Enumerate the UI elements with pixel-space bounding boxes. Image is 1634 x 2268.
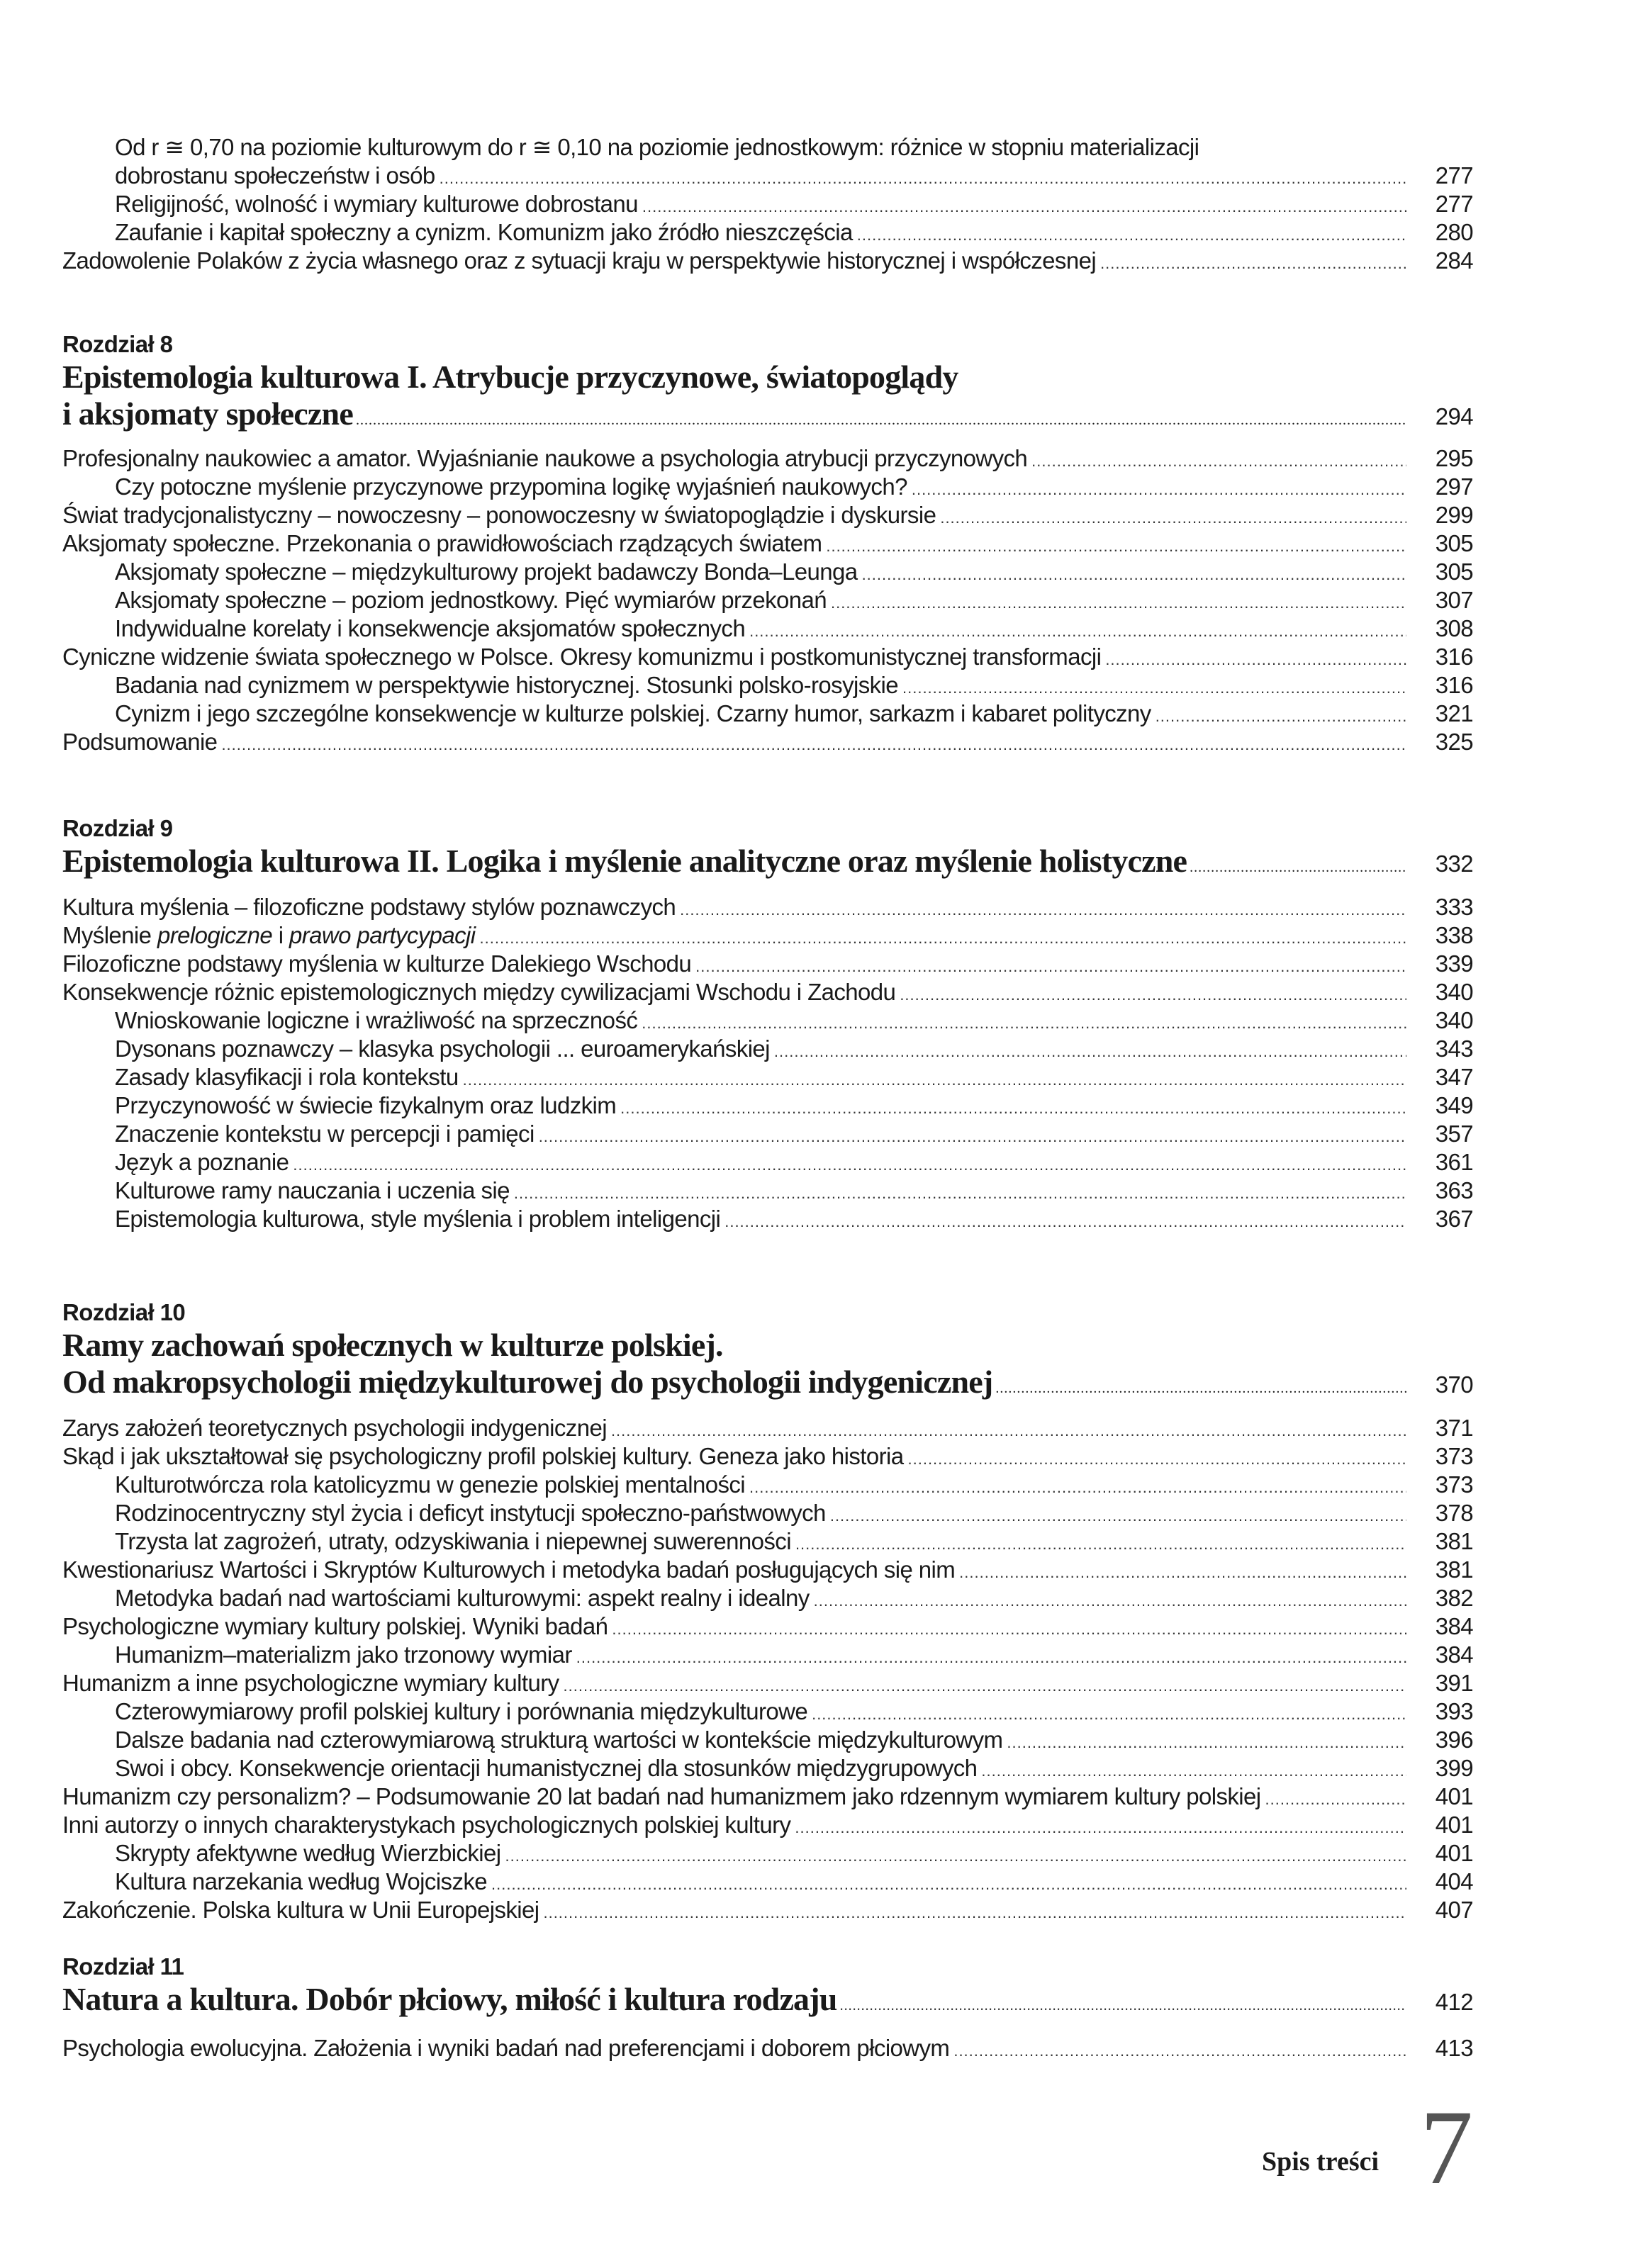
toc-entry-text: Od r ≅ 0,70 na poziomie kulturowym do r ≅ 0,10 na poziomie jednostkowym: różnice w stopniu materializacji [115,134,1199,160]
toc-entry [62,1177,1473,1205]
page-footer [1262,2089,1474,2206]
dot-leader [912,476,1406,504]
dot-leader [505,1842,1406,1870]
running-footer-label: Spis treści [1262,2147,1380,2177]
dot-leader [862,561,1406,589]
dot-leader [749,617,1406,646]
toc-entry-page: 401 [1435,1812,1473,1838]
toc-entry-text: Cynizm i jego szczególne konsekwencje w kulturze polskiej. Czarny humor, sarkazm i kabaret polityczny [115,700,1151,726]
toc-entry-text: Rodzinocentryczny styl życia i deficyt instytucji społeczno-państwowych [115,1500,826,1526]
toc-entry-page: 384 [1435,1641,1473,1668]
toc-entry-text: Kulturotwórcza rola katolicyzmu w genezie polskiej mentalności [115,1471,746,1498]
toc-entry [62,1896,1473,1924]
chapter-page: 332 [1435,850,1473,877]
toc-entry-page: 373 [1435,1471,1473,1498]
dot-leader [830,1502,1406,1530]
chapter-title: Epistemologia kulturowa I. Atrybucje przyczynowe, światopoglądy [62,359,958,395]
toc-entry [62,1499,1473,1527]
toc-continuation [62,133,1473,275]
dot-leader [356,402,1406,439]
dot-leader [221,731,1406,759]
dot-leader [902,674,1406,702]
dot-leader [953,2037,1406,2065]
toc-entry [62,1205,1473,1233]
dot-leader [612,1615,1406,1644]
toc-entry [62,1612,1473,1641]
dot-leader [900,981,1406,1009]
toc-entry [62,671,1473,700]
toc-entry [62,978,1473,1006]
dot-leader [620,1094,1406,1123]
dot-leader [995,1370,1406,1407]
page-number: 7 [1420,2089,1474,2206]
dot-leader [959,1559,1406,1587]
toc-entry [62,558,1473,586]
dot-leader [812,1700,1406,1729]
toc-entry-text: dobrostanu społeczeństw i osób [115,162,435,189]
dot-leader [840,1987,1406,2024]
toc-entry-page: 299 [1435,502,1473,528]
toc-entry-page: 280 [1435,219,1473,245]
chapter-11 [62,1953,1473,2062]
toc-entry-text: Cyniczne widzenie świata społecznego w Polsce. Okresy komunizmu i postkomunistycznej transformacji [62,644,1102,670]
chapter-title: Od makropsychologii międzykulturowej do psychologii indygenicznej [62,1364,993,1400]
toc-entry-text: Zakończenie. Polska kultura w Unii Europejskiej [62,1897,539,1923]
toc-entry-page: 339 [1435,950,1473,977]
toc-entry-page: 340 [1435,979,1473,1005]
toc-entry-page: 381 [1435,1556,1473,1583]
toc-entry-page: 333 [1435,894,1473,920]
toc-entry-page: 305 [1435,530,1473,556]
chapter-page: 370 [1435,1371,1473,1398]
toc-entry-text: Kultura myślenia – filozoficzne podstawy stylów poznawczych [62,894,676,920]
dot-leader [1190,849,1406,886]
toc-entry [62,921,1473,950]
toc-entry-text: Profesjonalny naukowiec a amator. Wyjaśnianie naukowe a psychologia atrybucji przyczynowych [62,445,1028,471]
toc-entry [62,643,1473,671]
toc-entry [62,614,1473,643]
chapter-9 [62,814,1473,1233]
toc-entry-text: Znaczenie kontekstu w percepcji i pamięci [115,1121,535,1147]
toc-entry-text: Aksjomaty społeczne – poziom jednostkowy. Pięć wymiarów przekonań [115,587,827,613]
toc-entry-text: Konsekwencje różnic epistemologicznych między cywilizacjami Wschodu i Zachodu [62,979,896,1005]
toc-entry-text: Badania nad cynizmem w perspektywie historycznej. Stosunki polsko-rosyjskie [115,672,898,698]
chapter-title-row [62,1364,1473,1407]
chapter-label: Rozdział 9 [62,815,173,841]
dot-leader [795,1530,1406,1559]
chapter-title: Natura a kultura. Dobór płciowy, miłość i kultura rodzaju [62,1981,837,2017]
chapter-label: Rozdział 10 [62,1299,186,1325]
dot-leader [463,1066,1406,1094]
toc-entry [62,2034,1473,2062]
toc-entry-text: Swoi i obcy. Konsekwencje orientacji humanistycznej dla stosunków międzygrupowych [115,1755,978,1781]
toc-entry-text: Zadowolenie Polaków z życia własnego oraz z sytuacji kraju w perspektywie historycznej i współczesnej [62,247,1097,274]
toc-entry-page: 378 [1435,1500,1473,1526]
toc-entry [62,1868,1473,1896]
toc-entry [62,1120,1473,1148]
toc-entry-text: Skrypty afektywne według Wierzbickiej [115,1840,501,1866]
toc-entry [62,247,1473,275]
dot-leader [749,1473,1406,1502]
toc-entry [62,473,1473,501]
toc-entry [62,1063,1473,1091]
toc-entry-text: Podsumowanie [62,729,218,755]
toc-entry-text: Dalsze badania nad czterowymiarową strukturą wartości w kontekście międzykulturowym [115,1727,1003,1753]
toc-entry-text: Trzysta lat zagrożeń, utraty, odzyskiwania i niepewnej suwerenności [115,1528,791,1554]
dot-leader [981,1757,1406,1785]
toc-entry-page: 277 [1435,191,1473,217]
dot-leader [491,1870,1406,1899]
toc-entry-text: Indywidualne korelaty i konsekwencje aksjomatów społecznych [115,615,746,641]
toc-entry [62,1006,1473,1035]
toc-entry-page: 284 [1435,247,1473,274]
toc-entry [62,1811,1473,1839]
toc-entry-page: 325 [1435,729,1473,755]
toc-entry [62,218,1473,247]
dot-leader [514,1179,1406,1208]
toc-entry-page: 371 [1435,1415,1473,1441]
toc-entry [62,1839,1473,1868]
toc-entry [62,444,1473,473]
toc-entry-text: Język a poznanie [115,1149,289,1175]
toc-entry-page: 393 [1435,1698,1473,1724]
toc-entry-text: Epistemologia kulturowa, style myślenia i problem inteligencji [115,1206,721,1232]
toc-entry-page: 384 [1435,1613,1473,1639]
toc-entry [62,190,1473,218]
toc-entry [62,586,1473,614]
toc-entry-page: 343 [1435,1035,1473,1062]
toc-entry-page: 340 [1435,1007,1473,1033]
toc-entry-text: Humanizm czy personalizm? – Podsumowanie 20 lat badań nad humanizmem jako rdzennym wymiarem kultury polskiej [62,1783,1261,1809]
dot-leader [908,1445,1407,1473]
toc-entry-text: Świat tradycjonalistyczny – nowoczesny – ponowoczesny w światopoglądzie i dyskursie [62,502,936,528]
toc-entry [62,893,1473,921]
toc-entry-page: 357 [1435,1121,1473,1147]
dot-leader [642,1009,1406,1038]
toc-entry [62,1414,1473,1442]
toc-entry [62,1148,1473,1177]
toc-entry-text: Humanizm–materializm jako trzonowy wymiar [115,1641,572,1668]
toc-entry-page: 404 [1435,1868,1473,1894]
toc-entry-text: Metodyka badań nad wartościami kulturowymi: aspekt realny i idealny [115,1585,810,1611]
dot-leader [642,193,1406,221]
toc-entry-text: Czy potoczne myślenie przyczynowe przypomina logikę wyjaśnień naukowych? [115,473,907,500]
dot-leader [1031,447,1406,476]
toc-entry-text: Psychologia ewolucyjna. Założenia i wyniki badań nad preferencjami i doborem płciowym [62,2035,950,2061]
toc-entry-page: 382 [1435,1585,1473,1611]
dot-leader [695,953,1406,981]
toc-entry [62,1556,1473,1584]
toc-entry [62,950,1473,978]
toc-entry-page: 321 [1435,700,1473,726]
dot-leader [831,589,1406,617]
toc-entry [62,162,1473,190]
toc-entry-page: 316 [1435,672,1473,698]
toc-entry-page: 413 [1435,2035,1473,2061]
dot-leader [826,532,1406,561]
toc-entry-text: Inni autorzy o innych charakterystykach psychologicznych polskiej kultury [62,1812,791,1838]
dot-leader [543,1899,1406,1927]
toc-entry [62,133,1473,162]
toc-entry [62,1669,1473,1697]
chapter-label: Rozdział 11 [62,1953,184,1980]
toc-entry [62,1035,1473,1063]
toc-entry [62,1783,1473,1811]
toc-entry-page: 401 [1435,1783,1473,1809]
dot-leader [611,1417,1406,1445]
toc-entry-page: 349 [1435,1092,1473,1118]
toc-entry [62,1091,1473,1120]
toc-entry-page: 399 [1435,1755,1473,1781]
toc-entry-page: 295 [1435,445,1473,471]
toc-entry-page: 305 [1435,558,1473,585]
dot-leader [1265,1785,1406,1814]
toc-entry-page: 391 [1435,1670,1473,1696]
dot-leader [724,1208,1406,1236]
toc-entry-page: 297 [1435,473,1473,500]
toc-entry-page: 307 [1435,587,1473,613]
dot-leader [539,1123,1406,1151]
toc-entry-text: Kwestionariusz Wartości i Skryptów Kulturowych i metodyka badań posługujących się nim [62,1556,956,1583]
toc-entry-page: 316 [1435,644,1473,670]
chapter-label: Rozdział 8 [62,331,173,357]
dot-leader [1155,702,1406,731]
toc-entry-page: 373 [1435,1443,1473,1469]
toc-entry-text: Aksjomaty społeczne – międzykulturowy projekt badawczy Bonda–Leunga [115,558,858,585]
table-of-contents [62,133,1473,2062]
dot-leader [293,1151,1406,1179]
dot-leader [795,1814,1406,1842]
toc-entry-text: Kulturowe ramy nauczania i uczenia się [115,1177,510,1203]
toc-entry-text: Psychologiczne wymiary kultury polskiej. Wyniki badań [62,1613,608,1639]
toc-entry [62,1471,1473,1499]
dot-leader [576,1644,1406,1672]
toc-entry-page: 308 [1435,615,1473,641]
toc-entry [62,1527,1473,1556]
toc-entry [62,529,1473,558]
dot-leader [1007,1729,1406,1757]
toc-entry [62,728,1473,756]
chapter-title-row [62,843,1473,886]
toc-entry-text: Aksjomaty społeczne. Przekonania o prawidłowościach rządzących światem [62,530,822,556]
dot-leader [814,1587,1406,1615]
toc-entry-text: Humanizm a inne psychologiczne wymiary kultury [62,1670,559,1696]
chapter-10 [62,1298,1473,1924]
toc-entry-page: 347 [1435,1064,1473,1090]
toc-entry-page: 401 [1435,1840,1473,1866]
toc-entry-text: Zasady klasyfikacji i rola kontekstu [115,1064,459,1090]
toc-entry-text: Skąd i jak ukształtował się psychologiczny profil polskiej kultury. Geneza jako historia [62,1443,904,1469]
dot-leader [680,896,1406,924]
chapter-title: Epistemologia kulturowa II. Logika i myślenie analityczne oraz myślenie holistyczne [62,843,1187,879]
dot-leader [1105,646,1406,674]
toc-entry-text: Zaufanie i kapitał społeczny a cynizm. Komunizm jako źródło nieszczęścia [115,219,853,245]
dot-leader [857,221,1406,249]
chapter-title-row [62,1981,1473,2024]
toc-entry-page: 361 [1435,1149,1473,1175]
chapter-page: 412 [1435,1989,1473,2015]
toc-entry-page: 363 [1435,1177,1473,1203]
toc-entry-page: 277 [1435,162,1473,189]
toc-entry [62,1641,1473,1669]
toc-entry [62,501,1473,529]
chapter-title: Ramy zachowań społecznych w kulturze polskiej. [62,1327,723,1363]
toc-entry [62,1754,1473,1783]
toc-entry [62,1697,1473,1726]
toc-entry-text: Filozoficzne podstawy myślenia w kulturze Dalekiego Wschodu [62,950,692,977]
toc-entry-italic: prelogiczne [157,922,273,948]
chapter-8 [62,330,1473,756]
toc-entry-italic: prawo partycypacji [289,922,476,948]
toc-entry-text: Wnioskowanie logiczne i wrażliwość na sprzeczność [115,1007,638,1033]
toc-entry [62,1726,1473,1754]
toc-entry-page: 396 [1435,1727,1473,1753]
chapter-title: i aksjomaty społeczne [62,395,353,432]
dot-leader [940,504,1406,532]
toc-entry-text: Czterowymiarowy profil polskiej kultury i porównania międzykulturowe [115,1698,808,1724]
toc-entry-text-part: Myślenie [62,922,157,948]
dot-leader [774,1038,1406,1066]
toc-entry-page: 338 [1435,922,1473,948]
dot-leader [564,1672,1406,1700]
dot-leader [440,164,1406,193]
toc-entry-text: Religijność, wolność i wymiary kulturowe dobrostanu [115,191,638,217]
dot-leader [1100,249,1406,278]
dot-leader [480,924,1406,953]
toc-entry-text: Kultura narzekania według Wojciszke [115,1868,487,1894]
toc-entry-text: Przyczynowość w świecie fizykalnym oraz ludzkim [115,1092,617,1118]
toc-entry-text: Zarys założeń teoretycznych psychologii indygenicznej [62,1415,607,1441]
toc-entry-page: 381 [1435,1528,1473,1554]
toc-entry-text [62,921,476,950]
toc-entry-page: 407 [1435,1897,1473,1923]
toc-entry-page: 367 [1435,1206,1473,1232]
chapter-title-row [62,395,1473,439]
toc-entry-text-part: i [272,922,290,948]
toc-entry [62,1584,1473,1612]
toc-entry [62,700,1473,728]
toc-entry-text: Dysonans poznawczy – klasyka psychologii ... euroamerykańskiej [115,1035,770,1062]
toc-entry [62,1442,1473,1471]
chapter-page: 294 [1435,403,1473,430]
